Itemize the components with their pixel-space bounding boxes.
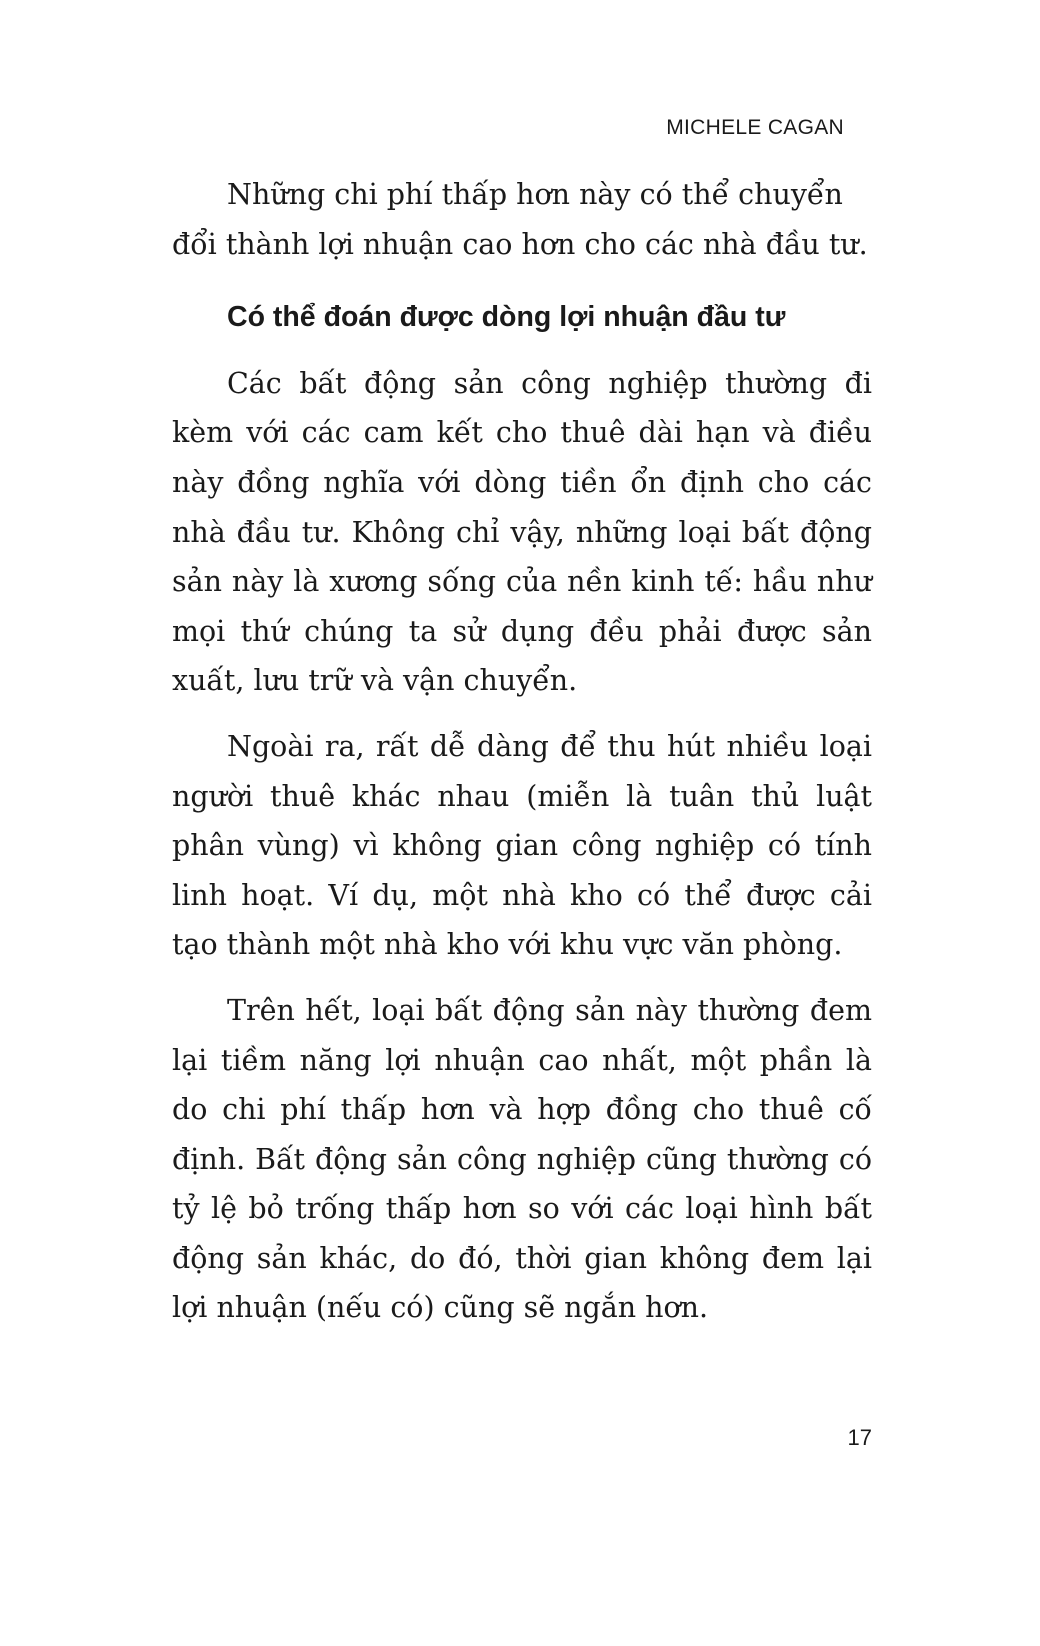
body-text <box>172 170 872 1349</box>
section-heading: Có thể đoán được dòng lợi nhuận đầu tư <box>227 301 786 334</box>
running-header: MICHELE CAGAN <box>666 116 844 139</box>
page-number: 17 <box>847 1425 872 1450</box>
paragraph-intro: Những chi phí thấp hơn này có thể chuyển đổi thành lợi nhuận cao hơn cho các nhà đầu tư. <box>172 178 868 261</box>
paragraph-long-term-leases: Các bất động sản công nghiệp thường đi kèm với các cam kết cho thuê dài hạn và điều này đồng nghĩa với dòng tiền ổn định cho các nhà đầu tư. Không chỉ vậy, những loại bất động sản này là xương sống của nền kinh tế: hầu như mọi thứ chúng ta sử dụng đều phải được sản xuất, lưu trữ và vận chuyển. <box>172 366 872 698</box>
paragraph-profit-potential: Trên hết, loại bất động sản này thường đem lại tiềm năng lợi nhuận cao nhất, một phần là do chi phí thấp hơn và hợp đồng cho thuê cố định. Bất động sản công nghiệp cũng thường có tỷ lệ bỏ trống thấp hơn so với các loại hình bất động sản khác, do đó, thời gian không đem lại lợi nhuận (nếu có) cũng sẽ ngắn hơn. <box>172 993 872 1325</box>
paragraph-flexible-tenants: Ngoài ra, rất dễ dàng để thu hút nhiều loại người thuê khác nhau (miễn là tuân thủ luật phân vùng) vì không gian công nghiệp có tính linh hoạt. Ví dụ, một nhà kho có thể được cải tạo thành một nhà kho với khu vực văn phòng. <box>172 729 872 962</box>
